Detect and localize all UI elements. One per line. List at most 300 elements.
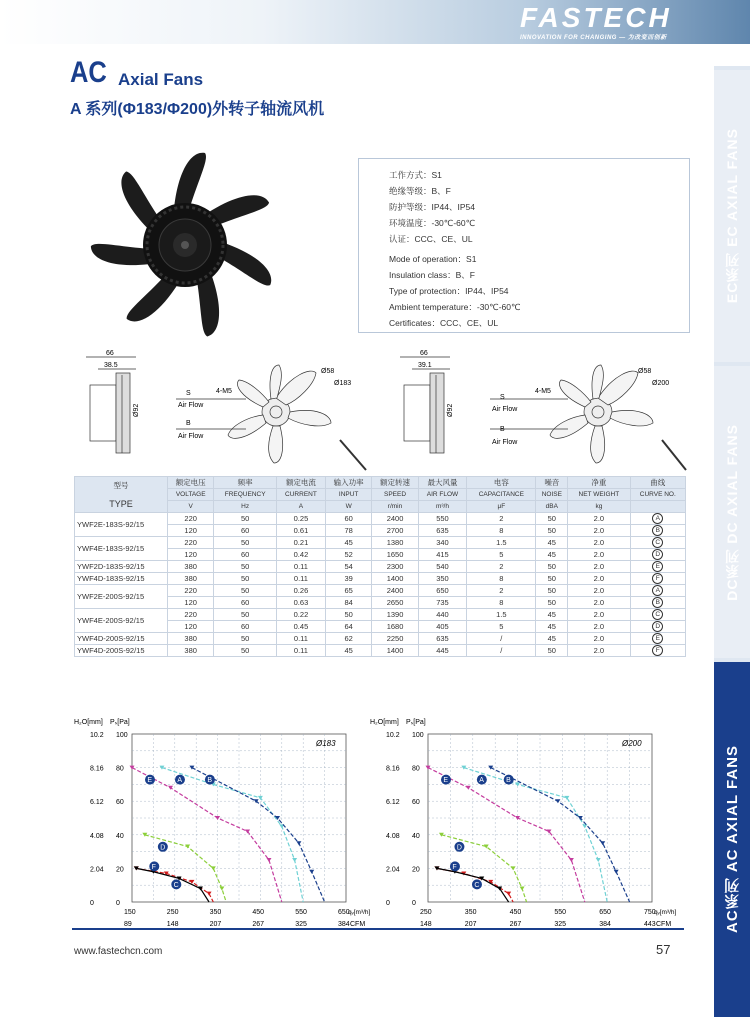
x-tick-cfm: 443 xyxy=(644,921,656,928)
y-axis-label-h2o: H₂O[mm] xyxy=(370,719,399,726)
table-cell: 45 xyxy=(325,645,371,657)
curve-badge: A xyxy=(652,513,663,524)
table-cell: 120 xyxy=(168,549,214,561)
x-tick-cfm: 207 xyxy=(464,921,477,928)
table-cell: 2700 xyxy=(372,525,418,537)
table-cell: 5 xyxy=(467,621,536,633)
table-header-cn: 噪音 xyxy=(536,477,568,489)
curve-badge: C xyxy=(652,537,663,548)
series-label-b: B xyxy=(506,777,511,785)
series-label-b: B xyxy=(207,777,212,785)
flow-b-label: B xyxy=(186,420,191,427)
series-label-f: F xyxy=(151,864,156,871)
curve-badge: A xyxy=(652,585,663,596)
y-tick-pa: 60 xyxy=(116,799,124,807)
table-cell: 2.0 xyxy=(568,609,630,621)
table-cell: 50 xyxy=(214,537,277,549)
table-cell-curve xyxy=(630,525,685,537)
table-header-cn: 电容 xyxy=(467,477,536,489)
y-axis-label-pa: Pₛ[Pa] xyxy=(406,719,426,726)
table-cell: 50 xyxy=(214,561,277,573)
table-cell: 445 xyxy=(418,645,467,657)
table-cell: 50 xyxy=(536,645,568,657)
curve-badge: E xyxy=(652,561,663,572)
x-tick-cfm: 148 xyxy=(166,921,179,928)
dim-body-dia: Ø92 xyxy=(447,403,454,417)
table-cell: 0.45 xyxy=(276,621,325,633)
table-cell: 60 xyxy=(325,513,371,525)
table-cell: 1380 xyxy=(372,537,418,549)
table-cell-curve xyxy=(630,537,685,549)
table-cell: 2 xyxy=(467,561,536,573)
table-cell-model: YWF4E-200S-92/15 xyxy=(75,609,168,633)
dim-66: 66 xyxy=(106,350,114,357)
y-tick-pa: 100 xyxy=(116,732,128,739)
y-tick-h2o: 10.2 xyxy=(90,732,104,739)
y-axis-label-h2o: H₂O[mm] xyxy=(74,719,103,726)
table-cell: 8 xyxy=(467,597,536,609)
table-cell-curve xyxy=(630,573,685,585)
dim-dia-183: Ø183 xyxy=(334,380,352,387)
flow-s-label: S xyxy=(186,390,191,397)
dim-screw: 4-M5 xyxy=(216,388,232,395)
series-label-c: C xyxy=(173,882,179,889)
x-tick-cfm: 325 xyxy=(295,921,307,928)
y-tick-h2o: 4.08 xyxy=(90,832,104,840)
table-header-cn xyxy=(75,477,168,513)
x-tick-cfm: 89 xyxy=(124,921,132,928)
brand-logo xyxy=(520,2,740,42)
dim-dia-58: Ø58 xyxy=(638,368,652,375)
table-cell: 45 xyxy=(536,633,568,645)
y-tick-h2o: 4.08 xyxy=(386,832,400,840)
table-cell: 45 xyxy=(325,537,371,549)
table-cell: 220 xyxy=(168,609,214,621)
table-cell: 1.5 xyxy=(467,537,536,549)
table-cell-curve xyxy=(630,621,685,633)
table-cell: 1680 xyxy=(372,621,418,633)
x-tick-m3h: 350 xyxy=(464,909,477,916)
table-row xyxy=(75,585,686,597)
table-header-cn: 输入功率 xyxy=(325,477,371,489)
table-cell: 2.0 xyxy=(568,513,630,525)
table-cell: 45 xyxy=(536,609,568,621)
spec-en-line: Insulation class：B、F xyxy=(389,270,475,280)
y-tick-h2o: 6.12 xyxy=(386,799,400,807)
table-header-en: NOISE xyxy=(536,489,568,501)
table-header-unit: r/min xyxy=(372,501,418,513)
chart-title: Ø183 xyxy=(316,739,336,748)
table-row xyxy=(75,645,686,657)
spec-cn-line: 认证：CCC、CE、UL xyxy=(389,234,473,244)
dim-dia-200: Ø200 xyxy=(652,380,670,387)
table-cell: 50 xyxy=(214,609,277,621)
y-tick-h2o: 2.04 xyxy=(90,866,104,874)
y-tick-h2o: 8.16 xyxy=(90,765,104,773)
table-cell: 2400 xyxy=(372,585,418,597)
x-axis-label-cfm: CFM xyxy=(350,921,366,928)
dim-dia-58: Ø58 xyxy=(321,368,335,375)
table-cell-model: YWF4D-183S-92/15 xyxy=(75,573,168,585)
dim-38-5: 38.5 xyxy=(104,362,118,369)
table-cell-curve xyxy=(630,513,685,525)
table-header-type-en: TYPE xyxy=(109,499,133,509)
table-cell: 1400 xyxy=(372,573,418,585)
x-tick-m3h: 450 xyxy=(252,909,265,916)
table-header-en: NET WEIGHT xyxy=(568,489,630,501)
table-cell: 380 xyxy=(168,573,214,585)
table-cell: 0.25 xyxy=(276,513,325,525)
curve-badge: F xyxy=(652,645,663,656)
y-tick-h2o: 8.16 xyxy=(386,765,400,773)
table-header-unit: V xyxy=(168,501,214,513)
table-cell: 2.0 xyxy=(568,621,630,633)
table-cell: / xyxy=(467,633,536,645)
spec-cn-line: 环境温度：-30℃-60℃ xyxy=(389,218,476,228)
table-cell: 50 xyxy=(536,561,568,573)
y-tick-h2o: 10.2 xyxy=(386,732,400,739)
x-tick-cfm: 267 xyxy=(252,921,265,928)
table-cell: 440 xyxy=(418,609,467,621)
curve-badge: B xyxy=(652,525,663,536)
table-cell: 0.11 xyxy=(276,573,325,585)
table-header-unit: dBA xyxy=(536,501,568,513)
table-header-unit xyxy=(630,501,685,513)
dim-66: 66 xyxy=(420,350,428,357)
flow-s-label: S xyxy=(500,394,505,401)
dim-body-dia: Ø92 xyxy=(133,403,140,417)
series-label-c: C xyxy=(474,882,480,889)
spec-en-line: Ambient temperature：-30℃-60℃ xyxy=(389,302,521,312)
table-cell-model: YWF2D-183S-92/15 xyxy=(75,561,168,573)
table-cell: 65 xyxy=(325,585,371,597)
table-cell: 54 xyxy=(325,561,371,573)
brand-tagline: INNOVATION FOR CHANGING — 为改变而创新 xyxy=(520,35,667,41)
y-tick-pa: 100 xyxy=(412,732,424,739)
table-cell: 350 xyxy=(418,573,467,585)
table-cell: 50 xyxy=(536,525,568,537)
series-label-a: A xyxy=(479,777,484,785)
y-tick-pa: 60 xyxy=(412,799,420,807)
table-cell: 120 xyxy=(168,597,214,609)
flow-s-text: Air Flow xyxy=(492,406,518,413)
curve-badge: D xyxy=(652,621,663,632)
table-header-unit: μF xyxy=(467,501,536,513)
table-row xyxy=(75,537,686,549)
y-tick-h2o: 6.12 xyxy=(90,799,104,807)
curve-badge: B xyxy=(652,597,663,608)
table-cell: 120 xyxy=(168,621,214,633)
series-label-a: A xyxy=(177,777,183,785)
table-cell: 2 xyxy=(467,513,536,525)
flow-b-text: Air Flow xyxy=(492,439,518,446)
table-cell-model: YWF4E-183S-92/15 xyxy=(75,537,168,561)
y-tick-pa: 80 xyxy=(412,765,420,773)
x-tick-m3h: 650 xyxy=(338,909,350,916)
table-cell-model: YWF4D-200S-92/15 xyxy=(75,645,168,657)
table-header-unit: Hz xyxy=(214,501,277,513)
table-cell: 1650 xyxy=(372,549,418,561)
x-axis-label-cfm: CFM xyxy=(656,921,672,928)
y-tick-pa: 40 xyxy=(412,832,420,840)
table-cell-curve xyxy=(630,561,685,573)
x-tick-cfm: 384 xyxy=(599,921,611,928)
table-cell: 2650 xyxy=(372,597,418,609)
category-sidebar xyxy=(714,66,750,1017)
table-header-unit: W xyxy=(325,501,371,513)
table-cell: 8 xyxy=(467,525,536,537)
title-axial: Axial Fans xyxy=(118,70,204,89)
y-tick-pa: 0 xyxy=(116,900,120,907)
table-header-en: INPUT xyxy=(325,489,371,501)
x-tick-cfm: 148 xyxy=(420,921,432,928)
sidebar-tab-ac-label: AC系列 AC AXIAL FANS xyxy=(723,745,741,934)
y-axis-label-pa: Pₛ[Pa] xyxy=(110,719,130,726)
table-cell: 2.0 xyxy=(568,645,630,657)
table-cell-model: YWF2E-183S-92/15 xyxy=(75,513,168,537)
table-cell: 50 xyxy=(214,645,277,657)
spec-table xyxy=(74,476,686,657)
table-row xyxy=(75,609,686,621)
y-tick-h2o: 0 xyxy=(90,900,94,907)
y-tick-pa: 20 xyxy=(116,866,124,874)
dimension-drawing-183 xyxy=(76,345,376,473)
table-cell: 2.0 xyxy=(568,585,630,597)
table-cell: 0.22 xyxy=(276,609,325,621)
table-cell: 50 xyxy=(325,609,371,621)
table-cell: 0.61 xyxy=(276,525,325,537)
table-cell: 60 xyxy=(214,525,277,537)
curve-badge: F xyxy=(652,573,663,584)
table-cell: 2.0 xyxy=(568,549,630,561)
table-cell-curve xyxy=(630,645,685,657)
table-cell: 635 xyxy=(418,525,467,537)
table-header-unit: kg xyxy=(568,501,630,513)
x-tick-m3h: 750 xyxy=(644,909,656,916)
table-cell: 45 xyxy=(536,621,568,633)
series-label-d: D xyxy=(456,844,462,852)
table-cell: 380 xyxy=(168,633,214,645)
table-cell: 78 xyxy=(325,525,371,537)
table-header-cn: 频率 xyxy=(214,477,277,489)
table-head-cn xyxy=(75,477,686,489)
x-tick-m3h: 550 xyxy=(554,909,567,916)
table-cell: 220 xyxy=(168,513,214,525)
table-cell: 2400 xyxy=(372,513,418,525)
series-label-e: E xyxy=(443,777,449,785)
curve-badge: E xyxy=(652,633,663,644)
flow-b-text: Air Flow xyxy=(178,433,204,440)
performance-chart-183 xyxy=(72,712,372,928)
flow-b-label: B xyxy=(500,426,505,433)
table-header-en: FREQUENCY xyxy=(214,489,277,501)
table-cell-curve xyxy=(630,549,685,561)
x-tick-cfm: 207 xyxy=(209,921,222,928)
flow-s-text: Air Flow xyxy=(178,402,204,409)
table-cell: 2250 xyxy=(372,633,418,645)
table-cell: 415 xyxy=(418,549,467,561)
table-cell-model: YWF2E-200S-92/15 xyxy=(75,585,168,609)
table-cell: 2.0 xyxy=(568,597,630,609)
x-tick-m3h: 250 xyxy=(166,909,179,916)
x-tick-cfm: 384 xyxy=(338,921,350,928)
table-cell: 5 xyxy=(467,549,536,561)
series-label-e: E xyxy=(147,777,153,785)
table-cell: 1.5 xyxy=(467,609,536,621)
table-row xyxy=(75,561,686,573)
table-header-cn: 曲线 xyxy=(630,477,685,489)
sidebar-tab-ec[interactable] xyxy=(714,70,750,362)
x-tick-m3h: 250 xyxy=(420,909,432,916)
y-tick-pa: 0 xyxy=(412,900,416,907)
page-subtitle: A 系列(Φ183/Φ200)外转子轴流风机 xyxy=(70,101,325,118)
table-cell: 60 xyxy=(214,597,277,609)
table-cell: 340 xyxy=(418,537,467,549)
table-cell: 2300 xyxy=(372,561,418,573)
table-cell: 540 xyxy=(418,561,467,573)
table-cell: 45 xyxy=(536,549,568,561)
table-cell: 735 xyxy=(418,597,467,609)
x-tick-m3h: 650 xyxy=(599,909,611,916)
table-cell: 50 xyxy=(536,573,568,585)
table-header-en: AIR FLOW xyxy=(418,489,467,501)
table-header-cn: 额定转速 xyxy=(372,477,418,489)
table-cell: 2.0 xyxy=(568,525,630,537)
spec-cn-line: 防护等级：IP44、IP54 xyxy=(389,202,475,212)
table-header-unit: A xyxy=(276,501,325,513)
dim-screw: 4-M5 xyxy=(535,388,551,395)
curve-badge: C xyxy=(652,609,663,620)
spec-cn-line: 绝缘等级：B、F xyxy=(389,186,451,196)
footer-divider xyxy=(72,928,684,930)
table-cell: 0.26 xyxy=(276,585,325,597)
y-tick-pa: 80 xyxy=(116,765,124,773)
spec-box xyxy=(358,158,690,333)
table-cell: 52 xyxy=(325,549,371,561)
table-cell: 1390 xyxy=(372,609,418,621)
table-header-en: CURRENT xyxy=(276,489,325,501)
y-tick-pa: 40 xyxy=(116,832,124,840)
table-cell: 64 xyxy=(325,621,371,633)
table-header-type-cn: 型号 xyxy=(113,481,129,490)
table-header-en: CAPACITANCE xyxy=(467,489,536,501)
performance-chart-200 xyxy=(368,712,688,928)
x-tick-m3h: 150 xyxy=(124,909,136,916)
table-cell-curve xyxy=(630,597,685,609)
spec-cn-line: 工作方式：S1 xyxy=(389,170,442,180)
sidebar-tab-dc[interactable] xyxy=(714,366,750,658)
title-ac: AC xyxy=(70,56,107,89)
table-cell: 50 xyxy=(214,585,277,597)
table-cell: 50 xyxy=(536,513,568,525)
brand-name: FASTECH xyxy=(520,2,672,33)
table-row xyxy=(75,633,686,645)
table-row xyxy=(75,573,686,585)
table-cell: 0.11 xyxy=(276,561,325,573)
x-tick-cfm: 267 xyxy=(509,921,522,928)
table-header-en: VOLTAGE xyxy=(168,489,214,501)
series-label-f: F xyxy=(452,864,457,871)
spec-en-line: Type of protection：IP44、IP54 xyxy=(389,286,509,296)
sidebar-tab-ec-label: EC系列 EC AXIAL FANS xyxy=(724,128,740,304)
table-cell: 0.63 xyxy=(276,597,325,609)
chart-title: Ø200 xyxy=(622,739,642,748)
table-header-en: SPEED xyxy=(372,489,418,501)
table-cell-curve xyxy=(630,585,685,597)
table-cell: 405 xyxy=(418,621,467,633)
table-cell: 60 xyxy=(214,621,277,633)
table-cell: 0.11 xyxy=(276,633,325,645)
x-axis-label-m3h: qᵥ[m³/h] xyxy=(348,909,371,916)
table-row xyxy=(75,513,686,525)
table-cell: 50 xyxy=(536,585,568,597)
table-cell: 84 xyxy=(325,597,371,609)
table-cell-model: YWF4D-200S-92/15 xyxy=(75,633,168,645)
dimension-drawing-200 xyxy=(390,345,690,473)
table-cell: 45 xyxy=(536,537,568,549)
sidebar-tab-ac[interactable] xyxy=(714,662,750,1017)
table-cell: 1400 xyxy=(372,645,418,657)
y-tick-h2o: 2.04 xyxy=(386,866,400,874)
table-header-cn: 最大风量 xyxy=(418,477,467,489)
table-cell: 0.21 xyxy=(276,537,325,549)
x-tick-m3h: 550 xyxy=(295,909,307,916)
table-header-cn: 额定电压 xyxy=(168,477,214,489)
table-header-cn: 额定电流 xyxy=(276,477,325,489)
table-cell-curve xyxy=(630,633,685,645)
table-cell: 50 xyxy=(214,573,277,585)
y-tick-pa: 20 xyxy=(412,866,420,874)
table-cell: 220 xyxy=(168,585,214,597)
page-number: 57 xyxy=(656,942,671,957)
x-tick-cfm: 325 xyxy=(554,921,567,928)
table-cell: 62 xyxy=(325,633,371,645)
table-cell: 2.0 xyxy=(568,573,630,585)
table-cell: 50 xyxy=(214,513,277,525)
x-tick-m3h: 350 xyxy=(209,909,222,916)
series-label-d: D xyxy=(160,844,166,852)
table-cell: 2.0 xyxy=(568,561,630,573)
table-header-cn: 净重 xyxy=(568,477,630,489)
x-tick-m3h: 450 xyxy=(509,909,522,916)
table-cell: 220 xyxy=(168,537,214,549)
sidebar-tab-dc-label: DC系列 DC AXIAL FANS xyxy=(724,423,740,601)
table-cell: 50 xyxy=(214,633,277,645)
table-cell: 550 xyxy=(418,513,467,525)
table-cell: 39 xyxy=(325,573,371,585)
table-header-unit: m³/h xyxy=(418,501,467,513)
table-cell: 50 xyxy=(536,597,568,609)
table-cell: 635 xyxy=(418,633,467,645)
fan-photo xyxy=(80,150,290,335)
x-axis-label-m3h: qᵥ[m³/h] xyxy=(654,909,677,916)
table-cell: 120 xyxy=(168,525,214,537)
table-cell: 2.0 xyxy=(568,633,630,645)
table-cell: 380 xyxy=(168,561,214,573)
table-cell: 0.11 xyxy=(276,645,325,657)
curve-badge: D xyxy=(652,549,663,560)
dim-39-1: 39.1 xyxy=(418,362,432,369)
spec-en-line: Certificates：CCC、CE、UL xyxy=(389,318,499,328)
table-cell-curve xyxy=(630,609,685,621)
table-cell: 380 xyxy=(168,645,214,657)
table-header-en: CURVE NO. xyxy=(630,489,685,501)
table-cell: 8 xyxy=(467,573,536,585)
footer-url[interactable]: www.fastechcn.com xyxy=(74,946,163,957)
table-body xyxy=(75,513,686,657)
y-tick-h2o: 0 xyxy=(386,900,390,907)
table-cell: 650 xyxy=(418,585,467,597)
